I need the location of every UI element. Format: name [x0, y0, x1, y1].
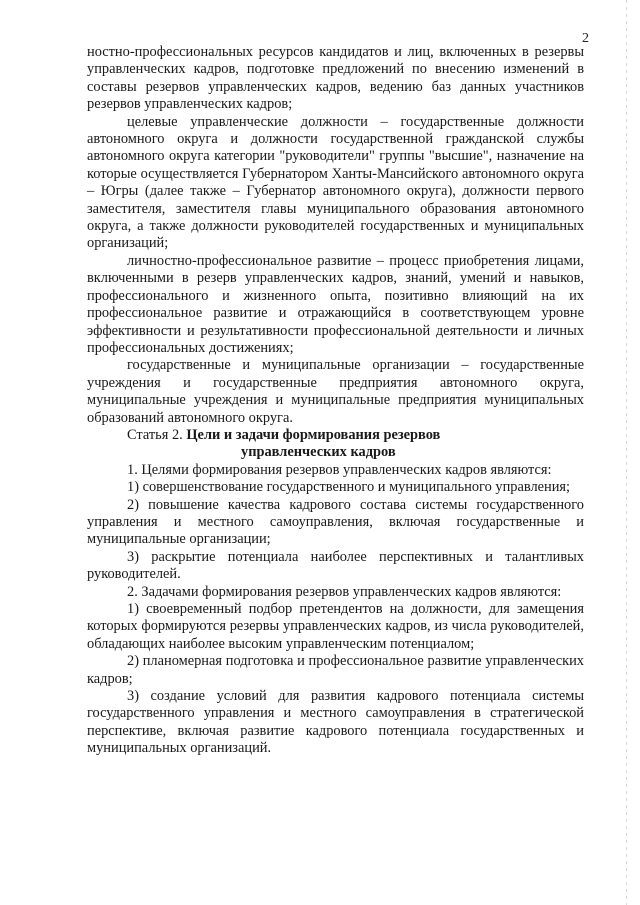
paragraph: государственные и муниципальные организации – государственные учреждения и государственные предприятия автономного округа, муниципальные учреждения и муниципальные предприятия муниципальных образований автономного округа. — [87, 357, 584, 426]
page-number: 2 — [582, 31, 589, 46]
paragraph: личностно-профессиональное развитие – процесс приобретения лицами, включенными в резерв управленческих кадров, знаний, умений и навыков, профессионального и жизненного опыта, позитивно влияющий на их профессиональное развитие и отражающийся в соответствующем уровне эффективности и результативности профессиональной деятельности и личных профессиональных достижениях; — [87, 252, 584, 356]
article-title-line2: управленческих кадров — [241, 444, 396, 461]
paragraph: 1) совершенствование государственного и муниципального управления; — [127, 479, 571, 496]
article-label: Статья 2. — [127, 426, 183, 443]
paragraph: ностно-профессиональных ресурсов кандидатов и лиц, включенных в резервы управленческих кадров, подготовке предложений по внесению изменений в составы резервов управленческих кадров, ведению баз данных участников резервов управленческих кадров; — [87, 44, 584, 113]
paragraph: 3) раскрытие потенциала наиболее перспективных и талантливых руководителей. — [87, 548, 584, 583]
paragraph: 2) планомерная подготовка и профессиональное развитие управленческих кадров; — [87, 653, 584, 687]
paragraph: 2. Задачами формирования резервов управленческих кадров являются: — [127, 583, 562, 600]
paragraph: 3) создание условий для развития кадрового потенциала системы государственного управления и местного самоуправления в стратегической перспективе, включая развитие кадрового потенциала государственных и муниципальных организаций. — [87, 688, 584, 757]
paragraph: 1. Целями формирования резервов управленческих кадров являются: — [127, 461, 552, 478]
paragraph: 2) повышение качества кадрового состава системы государственного управления и местного самоуправления, включая государственные и муниципальные организации; — [87, 496, 584, 548]
paragraph: целевые управленческие должности – государственные должности автономного округа и должности государственной гражданской службы автономного округа категории "руководители" группы "высшие", назначение на которые осуществляется Губернатором Ханты-Мансийского автономного округа – Югры (далее также – Губернатор автономного округа), должности первого заместителя, заместителя главы муниципального образования автономного округа, а также должности руководителей государственных и муниципальных организаций; — [87, 113, 584, 252]
article-title-line1: Цели и задачи формирования резервов — [186, 426, 441, 443]
article-heading — [87, 427, 584, 462]
document-body — [87, 44, 584, 758]
scan-edge-line — [626, 0, 627, 905]
paragraph: 1) своевременный подбор претендентов на должности, для замещения которых формируются резервы управленческих кадров, из числа руководителей, обладающих наиболее высоким управленческим потенциалом; — [87, 601, 584, 652]
